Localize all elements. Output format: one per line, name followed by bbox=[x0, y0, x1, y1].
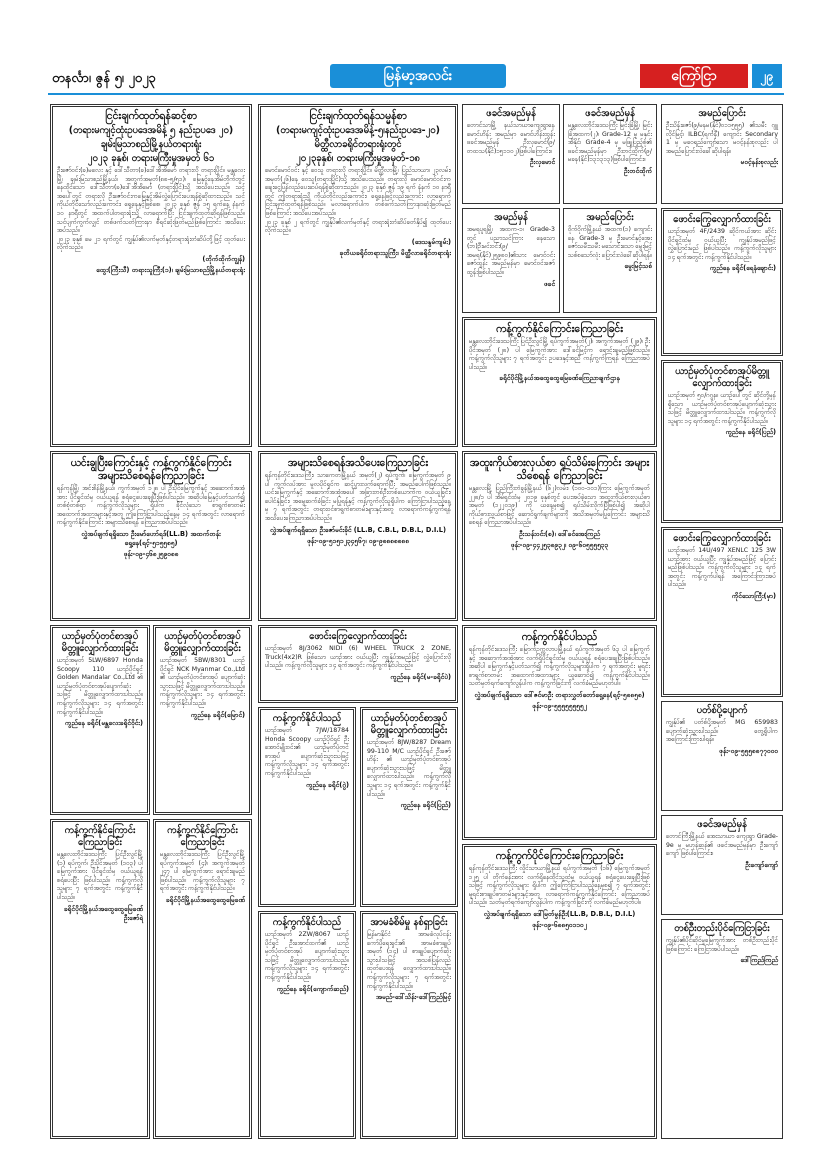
ad-title: အမည်မှန် bbox=[494, 212, 528, 223]
objection-notice-1 bbox=[462, 317, 657, 447]
vehicle-copy-ad-1 bbox=[50, 625, 150, 815]
land-objection-ad-2 bbox=[153, 819, 252, 1139]
objection-ad-vehicle-1 bbox=[258, 707, 356, 907]
notice-signature: လွှဲအပ်ချက်ရရှိသော ဦးမော်ဟော်ရဒ်(LL.B) အထက်တန်းရှေ့နေ(ရင့်-၅၁၅၅၈၅) bbox=[81, 529, 221, 547]
section-label: ကြော်ငြာ bbox=[640, 64, 748, 88]
land-objection-ad-1 bbox=[50, 819, 150, 1139]
ad-signature: ဦးကျော်ကျော် bbox=[745, 860, 778, 869]
notice-phone: ဖုန်း-၀၉-၄၄၂၅၃၈၉၃၂၊ ၀၉-၆၀၅၅၅၅၃၃ bbox=[510, 540, 609, 549]
notice-signature: (တိုက်ထိုက်ကျွန်) bbox=[202, 254, 245, 263]
name-correction-ad bbox=[462, 208, 560, 313]
ad-signature: ဖခင် bbox=[543, 279, 555, 288]
ad-body: ဝိုက်ဝိုက်မြို့နယ် အထက(၁) ကျောင်းနေ Grade-3 မှ ဦးမောင်နှင့်အေးဇော်သမီးသမီး မသောင်းသော မွေးမြင့်သစ်စသော်လုံး ပြောင်းလဲခေါ်ဆိုပါရန်။ bbox=[568, 226, 652, 259]
notice-subtitle: (တရားမကျင့်ထုံးဥပဒေအမိန့်-၅၊နည်းဥပဒေ-၂၀) bbox=[276, 125, 440, 136]
court-summons-notice-1 bbox=[50, 104, 252, 447]
ad-body: ကျွန်ုပ်၏ပိုင်ဆိုင်မှုမြေကွက်အား တစ်ဦးတည်းပိုင်ဖြစ်ကြောင်း ကြေငြာအပ်ပါသည်။ bbox=[666, 937, 778, 953]
ad-body: မြန်မာနိုင်ငံ အာမခံလုပ်ငန်း ကော်ပိုရေးရှင်း၏ အာမခံစာချုပ်အမှတ် (၁၄) ပါ စာချုပ်ပျောက်ဆုံးသွားပါသဖြင့် အသစ်ပြန်လည်ထုတ်ပေးရန် လျှောက်ထားပါသည်။ ကန့်ကွက်လိုသူများ ၇ ရက်အတွင်း ကန့်ကွက်နိုင်ပါသည်။ bbox=[367, 931, 451, 990]
ad-signature: ကွည်နေ ခရိုင်(ပြည်) bbox=[725, 428, 776, 437]
ownership-transfer-ad-2 bbox=[661, 527, 783, 697]
vehicle-copy-ad-3 bbox=[360, 707, 458, 907]
ad-body: ဦးသိန်းဇော်(၉/မနမ(နိုင်)၀၁၁၅၅၅) ၏သမီး ဂျူလိုင်မြင့်၊ ILBC(ရင်္ကနီ) ကျောင်း Secondary 1 မှ မဝေရည်ကျော်သော မဝင့်နန်းစုလည်း ပါ အမည်ပြောင်းလဲခေါ်ဆိုပါရန်။ bbox=[666, 122, 778, 155]
notice-footer: ၂၀၂၃ ခုနှစ် ၂ ရက်တွင် ကျွန်ုပ်၏လက်မှတ်နှင့် တရားရုံးတံဆိပ်ခတ်နှိပ်၍ ထုတ်ပေးလိုက်သည်။ bbox=[265, 218, 451, 235]
header-rule bbox=[48, 93, 784, 95]
notice-case: ၂၀၂၃ ခုနှစ်၊ တရားမကြီးမှုအမှတ် ၆၁ bbox=[87, 153, 215, 164]
notice-title: ကန့်ကွက်ပိုင်ကြောင်းကြေညာခြင်း bbox=[495, 850, 624, 862]
ad-body: တောင်ကြီးမြို့နယ် အေးသာယာ ကျေးရွာ Grade-9e မှ မဟုန်ဆန်၏ ဖခင်အမည်မှန်မှာ ဦးကျော်ကျော် ဖြစ်ပါကြောင်း။ bbox=[666, 833, 778, 858]
sole-ownership-ad bbox=[661, 919, 783, 1139]
ad-signature: ကွည်နေ ခရိုင်(မန္တလေးခရိုင်ဝိုင်း) bbox=[64, 719, 143, 728]
ad-title: ဖခင်အမည်မှန် bbox=[697, 819, 747, 830]
ad-title: အမည်ပြောင်း bbox=[586, 212, 634, 223]
ad-signature: ကွည်နေ ခရိုင်(မ-ခရိုင်ပဲ) bbox=[390, 672, 451, 681]
ad-signature: ဦးတင်ထိုက် bbox=[623, 166, 652, 175]
father-name-correction-ad-2 bbox=[563, 104, 657, 204]
notice-phone: ဖုန်း-၀၉-၅၁၅၁၂၃၄၅၆၇၊ ၀၉-၉၈၈၈၈၈၈၈ bbox=[307, 536, 409, 545]
ad-body: ယာဉ်အမှတ် 5LW/6897 Honda Scoopy 110 ယာဉ်ပိုင်ရှင် Golden Mandalar Co.,Ltd ၏ ယာဉ်မှတ်ပုံတင်စာအုပ်ပျောက်ဆုံးသဖြင့် မိတ္တူလျှောက်ထားပါသည်။ ကန့်ကွက်လိုသူများ ၁၄ ရက်အတွင်း ကန့်ကွက်နိုင်ပါသည်။ bbox=[57, 657, 143, 716]
notice-title: ငြင်းချက်ထုတ်ရန်ဆင့်စာ bbox=[105, 110, 197, 122]
notice-title: အထူးကိုယ်စားလှယ်စာ ရုပ်သိမ်းကြောင်း အများသိစေရန် ကြေညာခြင်း bbox=[469, 457, 650, 482]
ad-signature: မဝင့်နန်းစုလည်း bbox=[740, 158, 778, 167]
notice-body: ရန်ကုန်တိုင်းဒေသကြီး လှိုင်သာယာမြို့နယ် ရပ်ကွက်အမှတ် (၁၆) မြေကွက်အမှတ် ၁၂၅ ပါ တိုက်ခန်းအား လက်ရှိနေထိုင်သူထံမှ ဝယ်ယူရန် စရံငွေပေးချေပြီးဖြစ်သဖြင့် ကန့်ကွက်လိုသူများ ရှိပါက ဤကြော်ငြာပါသည့်နေ့မှစ၍ ၇ ရက်အတွင်း မူရင်းစာချုပ်စာတမ်းများနှင့်အတူ လာရောက်ကန့်ကွက်နိုင်ကြောင်း ကြေညာအပ်ပါသည်။ သတ်မှတ်ရက်ကျော်လွန်ပါက ကန့်ကွက်ခြင်းကို လက်ခံမည်မဟုတ်ပါ။ bbox=[469, 865, 650, 907]
notice-title: အများသိစေရန်အသိပေးကြေညာခြင်း bbox=[287, 457, 429, 469]
ad-body: ယာဉ်အမှတ် 8J/3062 NIDI (6) WHEEL TRUCK 2 ZONE, Truck(4x2)R ဖြစ်သော ယာဉ်အား ဝယ်ယူပြီး ကျွန်ုပ်အမည်ဖြင့် လွှဲပြောင်းလိုပါသည်။ ကန့်ကွက်လိုသူများ ၁၄ ရက်အတွင်း ကန့်ကွက်နိုင်ပါသည်။ bbox=[265, 645, 451, 670]
notice-body: မောင်မောင်ဝင်း နှင့် ဝေသူ တရားလို တရားပြိုင်။ မိတ္ထီလာမြို့၊ ပြည်သာယာ၊ ၂၃လမ်း၊ အမှတ်(၂၆)နေ ဝေသူ(တရားပြိုင်)သို့ အသိပေးသည်။ တရားလို မောင်မောင်ဝင်းက ချေးငွေပြန်လည်ပေးဆပ်ရန်စွဲဆိုထားသည်။ ၂၀၂၃ ခုနှစ် ဇွန် ၁၉ ရက် နံနက် ၁၀ နာရီတွင် ဤတရားရုံးသို့ ကိုယ်တိုင်လည်းကောင်း၊ ရှေ့နေဖြင့်လည်းကောင်း လာရောက်ငြင်းချက်ထုတ်ရန်ဖြစ်သည်။ မလာရောက်ပါက တစ်ဖက်သတ်ကြားနာဆုံးဖြတ်မည်ဖြစ်ကြောင်း အသိပေးအပ်သည်။ bbox=[265, 167, 451, 217]
ad-title: ဖခင်အမည်မှန် bbox=[486, 108, 536, 119]
notice-signer: ထွေး(ကြီးသီ) တရားသူကြီး(၁)၊ ချမ်းမြသာစည်မြို့နယ်တရားရုံး bbox=[96, 265, 245, 274]
ad-signature: မွေးမြင့်သစ် bbox=[624, 262, 652, 271]
public-notice bbox=[258, 451, 458, 621]
ad-body: မန္တလေးတိုင်းဒေသကြီး ပြင်ဦးလွင်မြို့ (၁) ရပ်ကွက်၊ ဦးပိုင်အမှတ် (၁၀၃) ပါ မြေကွက်အား ပိုင်ရှင်ထံမှ ဝယ်ယူရန် စရံပေးပြီး ဖြစ်ပါသည်။ ကန့်ကွက်လိုသူများ ၇ ရက်အတွင်း ကန့်ကွက်နိုင်ပါသည်။ bbox=[57, 851, 143, 901]
ad-title: ကန့်ကွက်နိုင်ပါသည် bbox=[272, 713, 342, 724]
ad-title: ကန့်ကွက်နိုင်ကြောင်းကြေညာခြင်း bbox=[64, 825, 136, 848]
notice-phone: ဖုန်း-၀၉-၅၅၅၅၅၅၅၅၂ bbox=[532, 701, 587, 710]
notice-title: ယင်းချွပြီးကြောင်းနှင့် ကန့်ကွက်နိုင်ကြောင်း အများသိစေရန်ကြေညာခြင်း bbox=[70, 457, 232, 482]
ad-title: ဖောင်းကြွေလျှောက်ထားခြင်း bbox=[673, 214, 771, 225]
ad-body: ယာဉ်အမှတ် 2ZW/8067 ယာဉ်ပိုင်ရှင် ဦးအောင်ထက်၏ ယာဉ်မှတ်ပုံတင်စာအုပ် ပျောက်ဆုံးသွားသဖြင့် မိတ္တူလျှောက်ထားပါသည်။ ကန့်ကွက်လိုသူများ ၁၄ ရက်အတွင်း ကန့်ကွက်နိုင်ပါသည်။ bbox=[265, 931, 349, 981]
ad-body: ကျွန်ုပ်၏ ပတ်စ်ပို့အမှတ် MG 659983 ပျောက်ဆုံးသွားပါသည်။ တွေ့ရှိပါက အကြောင်းကြားပါရန်။ bbox=[666, 719, 778, 744]
lost-passport-ad bbox=[661, 701, 783, 811]
ad-title: ယာဉ်မှတ်ပုံတင်စာအုပ် မိတ္တူလျှောက်ထားခြင်း bbox=[370, 713, 448, 736]
ad-body: အမရပူရမြို့၊ အထက-၁၊ Grade-3 တွင် ပညာသင်ကြား နေသော (ဘ)ဦးမင်းဝင်း(၉/အမရ(နိုင်)၂၅၉၈၀)၏သား မောင်ဝင်းဇော်ထွန်း အမည်မှန်မှာ မောင်ဝင်းဇော်ထွန်းဖြစ်ပါသည်။ bbox=[467, 226, 555, 276]
ad-signature: ဒေါ်ကြည်ကြည် bbox=[740, 956, 778, 965]
notice-title: ကန့်ကွက်နိုင်ပါသည် bbox=[521, 631, 598, 643]
notice-signature: လွှဲအပ်ချက်ရရှိသော ဒေါ်ဇင်မာဦး တရားလွှတ်တော်ရှေ့နေ(ရင့်-၅၈၈၅၈) bbox=[474, 690, 645, 699]
notice-body: ရန်ကုန်မြို့၊ အင်းစိန်မြို့နယ်၊ ကွက်အမှတ် ၁၂၈ ပါ ဦးပိုင်မြေကွက်နှင့် အဆောက်အအုံအား ပိုင်ရှင်ထံမှ ဝယ်ယူရန် စရံငွေပေးချေပြီးဖြစ်ပါသည်။ အဆိုပါမြေနှင့်ပတ်သက်၍ တစ်စုံတစ်ရာ ကန့်ကွက်လိုသူများ ရှိပါက ခိုင်လုံသော စာရွက်စာတမ်း အထောက်အထားများနှင့်အတူ ဤကြော်ငြာပါသည့်နေ့မှ ၁၄ ရက်အတွင်း လာရောက် ကန့်ကွက်နိုင်ကြောင်း အများသိစေရန် ကြေညာအပ်ပါသည်။ bbox=[57, 485, 245, 527]
ad-title: အမည်ပြောင်း bbox=[698, 108, 746, 119]
objection-notice-3 bbox=[462, 625, 657, 840]
notice-body: ရန်ကုန်တိုင်းဒေသကြီး၊ သာကေတမြို့နယ် အမှတ်(၂) ရပ်ကွက်၊ မြေကွက်အမှတ် ၉ ပါ ကွက်လပ်အား မူလပိုင်ရှင်က ဆင့်ပွားလက်ရောက်ပြီး အမည်ပေါက်ဖြစ်သည်။ ယင်းမြေကွက်နှင့် အဆောက်အအုံအပေါ် အခြားတစ်ဦးတစ်ယောက်က ဝယ်ယူခြင်း၊ ပေါင်နှံခြင်း၊ အမွေဆက်ခံခြင်း မပြုရန်နှင့် ကန့်ကွက်လိုသူရှိပါက ကြော်ငြာပါသည့်နေ့မှ ၇ ရက်အတွင်း တရားဝင်စာရွက်စာတမ်းများနှင့်အတူ လာရောက်ကန့်ကွက်ရန် အသိပေးကြေညာအပ်ပါသည်။ bbox=[265, 472, 451, 522]
objection-ad-vehicle-2 bbox=[258, 911, 356, 1139]
notice-body: ရန်ကုန်တိုင်းဒေသကြီး မြောက်ဥက္ကလာပမြို့နယ် ရပ်ကွက်အမှတ် ၆၃ ပါ မြေကွက်နှင့် အဆောက်အအုံအား လက်ရှိပိုင်ရှင်ထံမှ ဝယ်ယူရန် စရံပေးချေပြီးဖြစ်ပါသည်။ အဆိုပါ မြေကွက်နှင့်ပတ်သက်၍ ကန့်ကွက်လိုသူများရှိပါက ၇ ရက်အတွင်း မူရင်းစာရွက်စာတမ်း အထောက်အထားများ ယူဆောင်၍ ကန့်ကွက်နိုင်ပါသည်။ သတ်မှတ်ရက်ကျော်လွန်ပါက ကန့်ကွက်ခြင်းကို လက်ခံမည်မဟုတ်ပါ။ bbox=[469, 646, 650, 688]
ownership-transfer-ad-3 bbox=[258, 625, 458, 703]
notice-signature: ဦးသန်းဝင်း(စ)၊ ဒေါ်ခင်အေးကြည် bbox=[519, 529, 600, 538]
ad-title: ယာဉ်မှတ်ပုံတင်စာအုပ် မိတ္တူလျှောက်ထားခြင်း bbox=[164, 631, 241, 654]
notice-signer: ခုတိယခရိုင်တရားသူကြီး၊ မိတ္ထီလာခရိုင်တရားရုံး bbox=[339, 248, 451, 257]
ad-title: အာမခံစိမ်မှု နစ်ရှာခြင်း bbox=[370, 917, 448, 928]
ad-signature: ခရိုင်ပိုင်မြို့နယ်အထွေထွေမြေခဏ် bbox=[165, 895, 245, 904]
ad-title: ကန့်ကွက်နိုင်ကြောင်းကြေညာခြင်း bbox=[167, 825, 238, 848]
objection-notice-4 bbox=[462, 844, 657, 1139]
ad-signature: ကွည်နေ ခရိုင်(ပြည်) bbox=[400, 801, 451, 810]
page-number: ၂၉ bbox=[752, 64, 782, 88]
notice-signature: (ဒေသနွမ်ကျမ်း) bbox=[411, 237, 451, 246]
notice-footer: ၂၀၂၃ ခုနှစ် မေ ၂၁ ရက်တွင် ကျွန်ုပ်၏လက်မှတ်နှင့်တရားရုံးတံဆိပ်တို့ဖြင့် ထုတ်ပေးလိုက်သည်။ bbox=[57, 235, 245, 252]
power-of-attorney-revocation-notice bbox=[462, 451, 657, 621]
notice-court: မိတ္ထီလာခရိုင်တရားရုံးတွင် bbox=[314, 139, 402, 150]
ad-body: မန္တလေးတိုင်းဒေသကြီး မြင်းခြံမြို့၊ မြင်းခြံအထက(၂)၊ Grade-12 မှ မနှင်းအိနိုင်၊ Grade-4 မှ မဖြူပြည့်စုံ၏ ဖခင်အမည်မှန်မှာ ဦးတင်ထိုက်(၉/မခန(နိုင်)၁၃၁၃၁၃)ဖြစ်ပါကြောင်း။ bbox=[568, 122, 652, 164]
court-summons-notice-2 bbox=[258, 104, 458, 447]
ad-signature: ဖုန်း-၀၉-၅၅၅၈၈၇၇၀၀၀ bbox=[719, 746, 778, 755]
vehicle-copy-ad-2 bbox=[153, 625, 252, 815]
ad-body: ယာဉ်အမှတ် 4F/2439 ဆိုင်ကယ်အား ဆိုင်းပိုင်ရှင်ထံမှ ဝယ်ယူပြီး ကျွန်ုပ်အမည်ဖြင့် လွှဲပြောင်းမည် ဖြစ်ပါသည်။ ကန့်ကွက်လိုသူများ ၁၄ ရက်အတွင်း ကန့်ကွက်နိုင်ပါသည်။ bbox=[668, 228, 776, 261]
ad-body: ယာဉ်အမှတ် ၅ဝ/ဂဂွန။ ယာဉ်ပေါ်တွင် ဆိုင်တို့မှန်ရှိသော ယာဉ်မှတ်ပုံတင်စာအုပ်ပျောက်ဆုံးသွားသဖြင့် မိတ္တူလျှောက်ထားပါသည်။ ကန့်ကွက်လိုသူများ ၁၄ ရက်အတွင်း ကန့်ကွက်နိုင်ပါသည်။ bbox=[668, 392, 776, 425]
name-change-ad-2 bbox=[563, 208, 657, 313]
vehicle-registration-copy-ad bbox=[661, 360, 783, 523]
ad-title: ယာဉ်မှတ်ပုံတင်စာအုပ်မိတ္တူလျှောက်ထားခြင်း bbox=[675, 366, 769, 389]
ad-title: ပတ်စ်ပို့ပျောက် bbox=[696, 705, 748, 716]
ad-body: မန္တလေးတိုင်းဒေသကြီး ပြင်ဦးလွင်မြို့ ရပ်ကွက်အမှတ် (၄)၊ အကွက်အမှတ် ၂၄၇ ပါ မြေကွက်အား ရောင်းချမည်ဖြစ်ပါသည်။ ကန့်ကွက်လိုသူများ ၇ ရက်အတွင်း ကန့်ကွက်နိုင်ပါသည်။ bbox=[160, 851, 245, 893]
notice-phone: ဖုန်း-၀၉-၆၈၈၅၀၁၁၀၂ bbox=[532, 920, 587, 929]
ad-body: တောင်သာမြို့ နယ်သာယာကျေးရွာနေ မောင်ဟိန်း အမည်မှာ မောင်ဟိန်းထွန်း ဖခင်အမည်မှန် ဦးလှမောင်(၉/တထသ(နိုင်)၁၅၁၁၀၂)ဖြစ်ပါကြောင်း။ bbox=[467, 122, 555, 155]
insurance-policy-ad bbox=[360, 911, 458, 1139]
ad-title: ယာဉ်မှတ်ပုံတင်စာအုပ် မိတ္တူလျှောက်ထားခြင်း bbox=[61, 631, 139, 654]
notice-subtitle: (တရားမကျင့်ထုံးဥပဒေအမိန့် ၅ နည်းဥပဒေ ၂၀) bbox=[68, 125, 234, 136]
ad-signature: ကွည်နေ ခရိုင်(မြောင်) bbox=[190, 710, 245, 719]
ad-signature: ဦးလှမောင် bbox=[529, 158, 555, 167]
notice-title: ငြင်းချက်ထုတ်ရန်သမ္မန်စာ bbox=[309, 110, 407, 122]
father-name-correction-ad-1 bbox=[462, 104, 560, 204]
notice-court: ချမ်းမြသာစည်မြို့နယ်တရားရုံး bbox=[100, 139, 202, 150]
ad-signature: ကွည်နေ ခရိုင်(ရေနံချောင်း) bbox=[709, 264, 776, 273]
ad-title: တစ်ဦးတည်းပိုင်ကြေငြာခြင်း bbox=[674, 923, 770, 934]
issue-date: တနင်္လာ၊ ဇွန် ၅၊ ၂၀၂၃ bbox=[52, 71, 156, 86]
notice-case: ၂၀၂၃ခုနှစ်၊ တရားမကြီးမှုအမှတ်-၁၈ bbox=[296, 153, 420, 164]
ad-signature: အမည်-ဒေါ်သိန်း-ဒေါ်ကြည်မြင့် bbox=[375, 993, 451, 1002]
notice-signature: လွှဲအပ်ချက်ရရှိသော ဒေါ်မြတ်မွန်ဦး(LL.B, D.B.L, D.I.L) bbox=[483, 909, 636, 918]
notice-title: ကန့်ကွက်နိုင်ကြောင်းကြေညာခြင်း bbox=[496, 323, 623, 335]
newspaper-masthead: မြန်မာ့အလင်း bbox=[330, 64, 506, 88]
name-change-ad-1 bbox=[661, 104, 783, 204]
ad-signature: ကွည်နေ ခရိုင်(ဂွဲ) bbox=[305, 780, 349, 789]
ad-signature: ခရိုင်ပိုင်မြို့နယ်အထွေထွေမြေခဏ် ဦးဇော်ရဲ bbox=[63, 904, 143, 922]
ad-title: ကန့်ကွက်နိုင်ပါသည် bbox=[272, 917, 342, 928]
ad-signature: ကွည်နေ ခရိုင်(ကျောက်ဆည်) bbox=[276, 984, 349, 993]
notice-body: ဦးဇော်ဝင်း(ခ)မလေး နှင့် ဒေါ်သီတာ(ခ)ဒေါ်အိအိမော် တရားလို တရားပြိုင်။ မန္တလေးမြို့၊ ချမ်းမြသာစည်မြို့နယ်၊ အတွက်အမှတ်(၈၈-၅/၅၁)၊ မြေနှင့်နေအိမ်တိုက်တွင်နေထိုင်သော ဒေါ်သီတာ(ခ)ဒေါ်အိအိမော် (တရားပြိုင်)သို့ အသိပေးသည်။ သင့်အပေါ်တွင် တရားလို ဦးဇော်ဝင်းကမြေနှင့်အိမ်လွှဲပြောင်းပေးရန်စွဲဆိုထားသည်။ သင်ကိုယ်တိုင်သော်လည်းကောင်း၊ ရှေ့နေနှင့်ဖြစ်စေ၊ ၂၀၂၃ ခုနှစ် ဇွန် ၁၅ ရက်နေ့ နံနက် ၁၀ နာရီတွင် အထက်ပါတရားရုံးသို့ လာရောက်ပြီး ငြင်းချက်ထုတ်ဆိုရန်ဖြစ်သည်။ သင်ပျက်ကွက်လျှင် တစ်ဖက်သတ်ကြားနာ စီရင်ဆုံးဖြတ်မည်ဖြစ်ကြောင်း အသိပေးအပ်သည်။ bbox=[57, 167, 245, 235]
ad-signature: ကိုင်သောကြီး(မှာ) bbox=[731, 591, 776, 600]
father-name-correction-ad-3 bbox=[661, 815, 783, 915]
ownership-transfer-ad-1 bbox=[661, 208, 783, 356]
notice-phone: ဖုန်း-၀၉-၄၆၈၂၅၉၀၈၈ bbox=[123, 549, 179, 558]
ad-body: ယာဉ်အမှတ် 8JW/8287 Dream 99-110 M/C ယာဉ်ပိုင်ရှင် ဦးဇော်ဟိန်း ၏ ယာဉ်မှတ်ပုံတင်စာအုပ် ပျောက်ဆုံးသွားသဖြင့် မိတ္တူလျှောက်ထားပါသည်။ ကန့်ကွက်လိုသူများ ၁၄ ရက်အတွင်း ကန့်ကွက်နိုင်ပါသည်။ bbox=[367, 739, 451, 798]
page-header bbox=[0, 0, 827, 102]
ad-body: ယာဉ်အမှတ် 7JW/18784 Honda Scoopy ယာဉ်ပိုင်ရှင် ဦးအောင်မျိုးဝင်း၏ ယာဉ်မှတ်ပုံတင်စာအုပ် ပျောက်ဆုံးသွားသဖြင့် ကန့်ကွက်လိုသူများ ၁၄ ရက်အတွင်း ကန့်ကွက်နိုင်ပါသည်။ bbox=[265, 727, 349, 777]
ad-body: ယာဉ်အမှတ် 14U/497 XENLC 125 3W ယာဉ်အား ဝယ်ယူပြီး ကျွန်ုပ်အမည်ဖြင့် ပြောင်းမည်ဖြစ်ပါသည်။ ကန့်ကွက်လိုသူများ ၁၄ ရက်အတွင်း ကန့်ကွက်ပါရန် အကြောင်းကြားအပ်ပါသည်။ bbox=[668, 547, 776, 589]
notice-signature: လွှဲအပ်ချက်ရရှိသော ဦးဇော်မင်းခိုင် (LL.B, C.B.L, D.B.L, D.I.L) bbox=[269, 525, 447, 534]
ad-title: ဖခင်အမည်မှန် bbox=[585, 108, 635, 119]
ad-body: ယာဉ်အမှတ် 5BW/8301 ယာဉ်ပိုင်ရှင် NCK Myanmar Co.,Ltd ၏ ယာဉ်မှတ်ပုံတင်စာအုပ် ပျောက်ဆုံးသွားသဖြင့် မိတ္တူလျှောက်ထားပါသည်။ ကန့်ကွက်လိုသူများ ၁၄ ရက်အတွင်း ကန့်ကွက်နိုင်ပါသည်။ bbox=[160, 657, 245, 707]
notice-body: မန္တလေးတိုင်းဒေသကြီး ပြင်ဦးလွင်မြို့ ရပ်ကွက်အမှတ်(၂)၊ အကွက်အမှတ် (၂၉)၊ ဦးပိုင်အမှတ် (၂၈) ပါ မြေကွက်အား ဒေါ်ခင်မြင့်က ရောင်းချမည်ဖြစ်သည်။ ကန့်ကွက်လိုသူများ ၇ ရက်အတွင်း ဥပဒေနှင့်အညီ ကန့်ကွက်ကြရန် ကြေညာအပ်ပါသည်။ bbox=[469, 338, 650, 371]
notice-signature: ခရိုင်ပိုင်မြို့နယ်အထွေထွေမြေခဏ်ကြေညာချက်ဌာန bbox=[499, 374, 620, 383]
ad-title: ဖောင်းကြွေလျှောက်ထားခြင်း bbox=[673, 533, 771, 544]
objection-notice-2 bbox=[50, 451, 252, 621]
notice-body: မန္တလေးမြို့ ပြည်ကြီးတံခွန်မြို့နယ် (၆၂)လမ်း၊ (၁၀၀-၁၀၁)ကြား မြေကွက်အမှတ် ၂၂၈/၁ ပါ အိမ်ရှင်ထံမှ ၂၀၁၉ ခုနှစ်တွင် ပေးအပ်ခဲ့သော အထူးကိုယ်စားလှယ်စာ အမှတ် (၁၂၂၀၁၉) ကို ယနေ့မှစ၍ ရုပ်သိမ်းလိုက်ပြီဖြစ်ပါ၍ အဆိုပါ ကိုယ်စားလှယ်စာဖြင့် ဆောင်ရွက်ချက်များကို အသိအမှတ်မပြုကြောင်း အများသိစေရန် ကြေညာအပ်ပါသည်။ bbox=[469, 485, 650, 527]
ad-title: ဖောင်းကြွေလျှောက်ထားခြင်း bbox=[309, 631, 407, 642]
